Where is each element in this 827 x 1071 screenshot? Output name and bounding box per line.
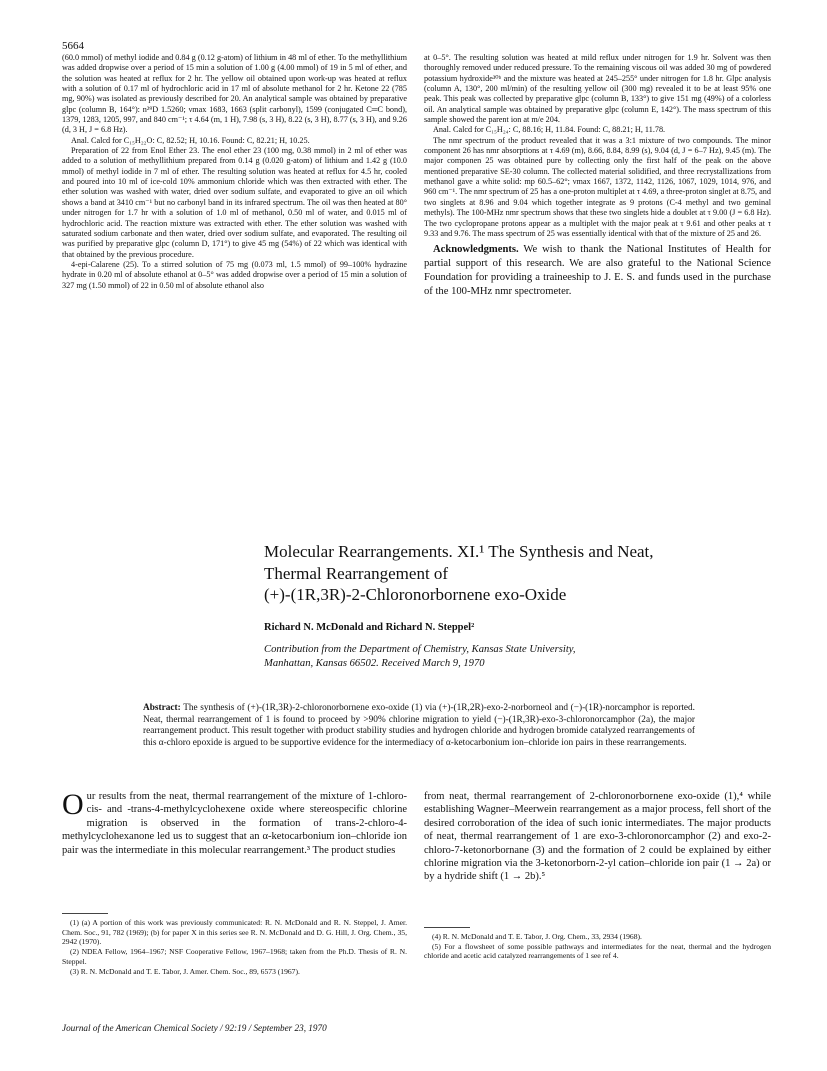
paragraph: Preparation of 22 from Enol Ether 23. The enol ether 23 (100 mg, 0.38 mmol) in 2 ml of ether was added to a solution of methyllithium prepared from 0.14 g (0.020 g-atom) of lithium and 1.42 g (10.0 mmol) of methyl iodide in 7 ml of ether. The resulting solution was heated at reflux for 4.5 hr, cooled and poured into 10 ml of ice-cold 10% ammonium chloride which was then extracted with ether. The ether solution was washed with water, dried over sodium sulfate, and evaporated to give an oil which shows a band at 3410 cm⁻¹ but no carbonyl band in its infrared spectrum. The oil was then heated at 80° under nitrogen for 1.7 hr with a solution of 1.0 ml of methanol, 0.50 ml of water, and 0.015 ml of hydrochloric acid. The reaction mixture was extracted with ether. The ether solution was washed with saturated sodium carbonate and then water, dried over sodium sulfate, and evaporated. The resulting oil was purified by preparative glpc (column D, 171°) to give 45 mg (54%) of 22 which was identical with that obtained by the previous procedure.	[62, 146, 407, 259]
page-number: 5664	[62, 40, 84, 52]
contribution-info	[264, 643, 764, 671]
paragraph: Anal. Calcd for C₁₅H₂₄: C, 88.16; H, 11.84. Found: C, 88.21; H, 11.78.	[433, 125, 666, 135]
article-title	[264, 541, 764, 606]
title-line: Molecular Rearrangements. XI.¹ The Synthesis and Neat,	[264, 542, 654, 561]
paragraph: 4-epi-Calarene (25). To a stirred solution of 75 mg (0.073 ml, 1.5 mmol) of 99–100% hydrazine hydrate in 0.20 ml of absolute ethanol at 0–5° was added dropwise over a period of 15 min a solution of 327 mg (1.50 mmol) of 22 in 0.50 ml of absolute ethanol also	[62, 259, 407, 290]
abstract	[143, 703, 695, 749]
right-column-experimental	[424, 53, 771, 299]
paragraph: The nmr spectrum of the product revealed that it was a 3:1 mixture of two compounds. The minor component 26 has nmr absorptions at τ 4.69 (m), 8.66, 8.84, 8.99 (s), 9.04 (d, J = 6–7 Hz), 9.45 (m). The major componen 25 was obtained pure by collecting only the first half of the peak on the above mentioned preparative SE-30 column. The collected material solidified, and three recrystallizations from methanol gave a white solid: mp 60.5–62°; νmax 1667, 1372, 1142, 1126, 1067, 1029, 1014, 976, and 960 cm⁻¹. The nmr spectrum of 25 has a one-proton multiplet at τ 4.69, a three-proton singlet at 8.75, and two singlets at 8.96 and 9.04 which together integrate as 9 protons (C-4 methyl and two geminal methyls). The 100-MHz nmr spectrum shows that these two singlets hide a doublet at τ 9.00 (J = 6.8 Hz). The two cyclopropane protons appear as a multiplet with the major peak at τ 9.61 and other peaks at τ 9.33 and 9.76. The mass spectrum of 25 was essentially identical with that of the mixture of 25 and 26.	[424, 135, 771, 238]
paragraph: (60.0 mmol) of methyl iodide and 0.84 g (0.12 g-atom) of lithium in 48 ml of ether. To the methyllithium was added dropwise over a period of 15 min a solution of 1.00 g (4.00 mmol) of 19 in 5 ml of ether, and the solution was heated at reflux for 2 hr. The yellow oil obtained upon work-up was heated at reflux with a solution of 0.17 ml of hydrochloric acid in 17 ml of absolute methanol for 2 hr. Ketone 22 (785 mg, 90%) was isolated as previously described for 20. An analytical sample was obtained by preparative glpc (column B, 164°): n²⁹D 1.5260; νmax 1683, 1663 (split carbonyl), 1599 (conjugated C═C bond), 1379, 1283, 1205, 997, and 840 cm⁻¹; τ 4.64 (m, 1 H), 7.98 (s, 3 H), 8.22 (s, 3 H), 8.77 (s, 3 H), and 9.26 (d, 3 H, J = 6.8 Hz).	[62, 53, 407, 135]
authors: Richard N. McDonald and Richard N. Steppel²	[264, 622, 475, 633]
footnote: (3) R. N. McDonald and T. E. Tabor, J. Amer. Chem. Soc., 89, 6573 (1967).	[70, 966, 300, 976]
contribution-line: Contribution from the Department of Chemistry, Kansas State University,	[264, 644, 576, 655]
title-line: (+)-(1R,3R)-2-Chloronorbornene exo-Oxide	[264, 585, 567, 604]
title-line: Thermal Rearrangement of	[264, 563, 449, 583]
intro-paragraph	[62, 790, 407, 857]
footnote: (5) For a flowsheet of some possible pathways and intermediates for the neat, thermal and the hydrogen chloride and acetic acid catalyzed rearrangements of 1 see ref 4.	[424, 941, 771, 961]
footnote-rule	[424, 927, 470, 928]
footnotes-left	[62, 918, 407, 976]
journal-footer: Journal of the American Chemical Society / 92:19 / September 23, 1970	[62, 1023, 327, 1033]
acknowledgments	[424, 243, 771, 299]
acknowledgments-text: We wish to thank the National Institutes of Health for partial support of this research. We are also grateful to the National Science Foundation for providing a traineeship to J. E. S. and funds used in the purchase of the 100-MHz nmr spectrometer.	[424, 244, 771, 297]
body-paragraph: from neat, thermal rearrangement of 2-chloronorbornene exo-oxide (1),⁴ while establishing Wagner–Meerwein rearrangement as a major process, fell short of the desired corroboration of the idea of such ionic intermediates. The major products of neat, thermal rearrangement of 1 are exo-3-chloronorcamphor (2) and exo-2-chloro-7-ketonorbornane (3) and the formation of 2 could be explained by either chlorine migration via the 3-ketonorborn-2-yl cation–chloride ion pair (1 → 2a) or by a hydride shift (1 → 2b).⁵	[424, 791, 771, 883]
left-column-experimental	[62, 53, 407, 291]
paragraph: Anal. Calcd for C₁₅H₂₂O: C, 82.52; H, 10.16. Found: C, 82.21; H, 10.25.	[71, 135, 310, 145]
body-left-column	[62, 790, 407, 857]
footnote: (4) R. N. McDonald and T. E. Tabor, J. Org. Chem., 33, 2934 (1968).	[432, 932, 642, 941]
acknowledgments-heading: Acknowledgments.	[433, 244, 519, 256]
body-right-column	[424, 790, 771, 884]
footnote: (1) (a) A portion of this work was previously communicated: R. N. McDonald and R. N. Steppel, J. Amer. Chem. Soc., 91, 782 (1969); (b) for paper X in this series see R. N. McDonald and D. G. Hill, J. Org. Chem., 35, 2942 (1970).	[62, 918, 407, 947]
footnote-rule	[62, 913, 108, 914]
contribution-line: Manhattan, Kansas 66502. Received March 9, 1970	[264, 658, 485, 669]
abstract-label: Abstract:	[143, 703, 181, 713]
paragraph: at 0–5°. The resulting solution was heated at mild reflux under nitrogen for 1.9 hr. Solvent was then thoroughly removed under reduced pressure. To the remaining viscous oil was added 30 mg of powdered potassium hydroxide³⁰ᵇ and the mixture was heated at 245–255° under nitrogen for 1.8 hr. Glpc analysis (column A, 130°, 200 ml/min) of the resulting yellow oil (300 mg) revealed it to be at least 95% one peak. This peak was collected by preparative glpc (column B, 133°) to give 151 mg (49%) of a colorless oil. An analytical sample was obtained by preparative glpc (column E, 142°). The mass spectrum of this sample showed the parent ion at m/e 204.	[424, 53, 771, 125]
intro-text: ur results from the neat, thermal rearrangement of the mixture of 1-chloro-cis- and -trans-4-methylcyclohexene oxide where stereospecific chlorine migration is observed in the formation of trans-2-chloro-4-methylcyclohexanone led us to suggest that an α-ketocarbonium ion–chloride ion pair was the intermediate in this molecular rearrangement.³ The product studies	[62, 791, 407, 856]
abstract-text: The synthesis of (+)-(1R,3R)-2-chloronorbornene exo-oxide (1) via (+)-(1R,2R)-exo-2-norborneol and (−)-(1R)-norcamphor is reported. Neat, thermal rearrangement of 1 is found to proceed by >90% chlorine migration to yield (−)-(1R,3R)-exo-3-chloronorcamphor (2a), the major rearrangement product. This result together with product stability studies and hydrogen chloride and hydrogen bromide catalyzed rearrangements of this α-chloro epoxide is argued to be supportive evidence for the intermediacy of α-ketocarbonium ion–chloride ion pairs in these rearrangements.	[143, 703, 696, 748]
drop-cap: O	[62, 788, 84, 821]
footnote: (2) NDEA Fellow, 1964–1967; NSF Cooperative Fellow, 1967–1968; taken from the Ph.D. Thesis of R. N. Steppel.	[62, 947, 407, 966]
footnotes-right	[424, 932, 771, 961]
